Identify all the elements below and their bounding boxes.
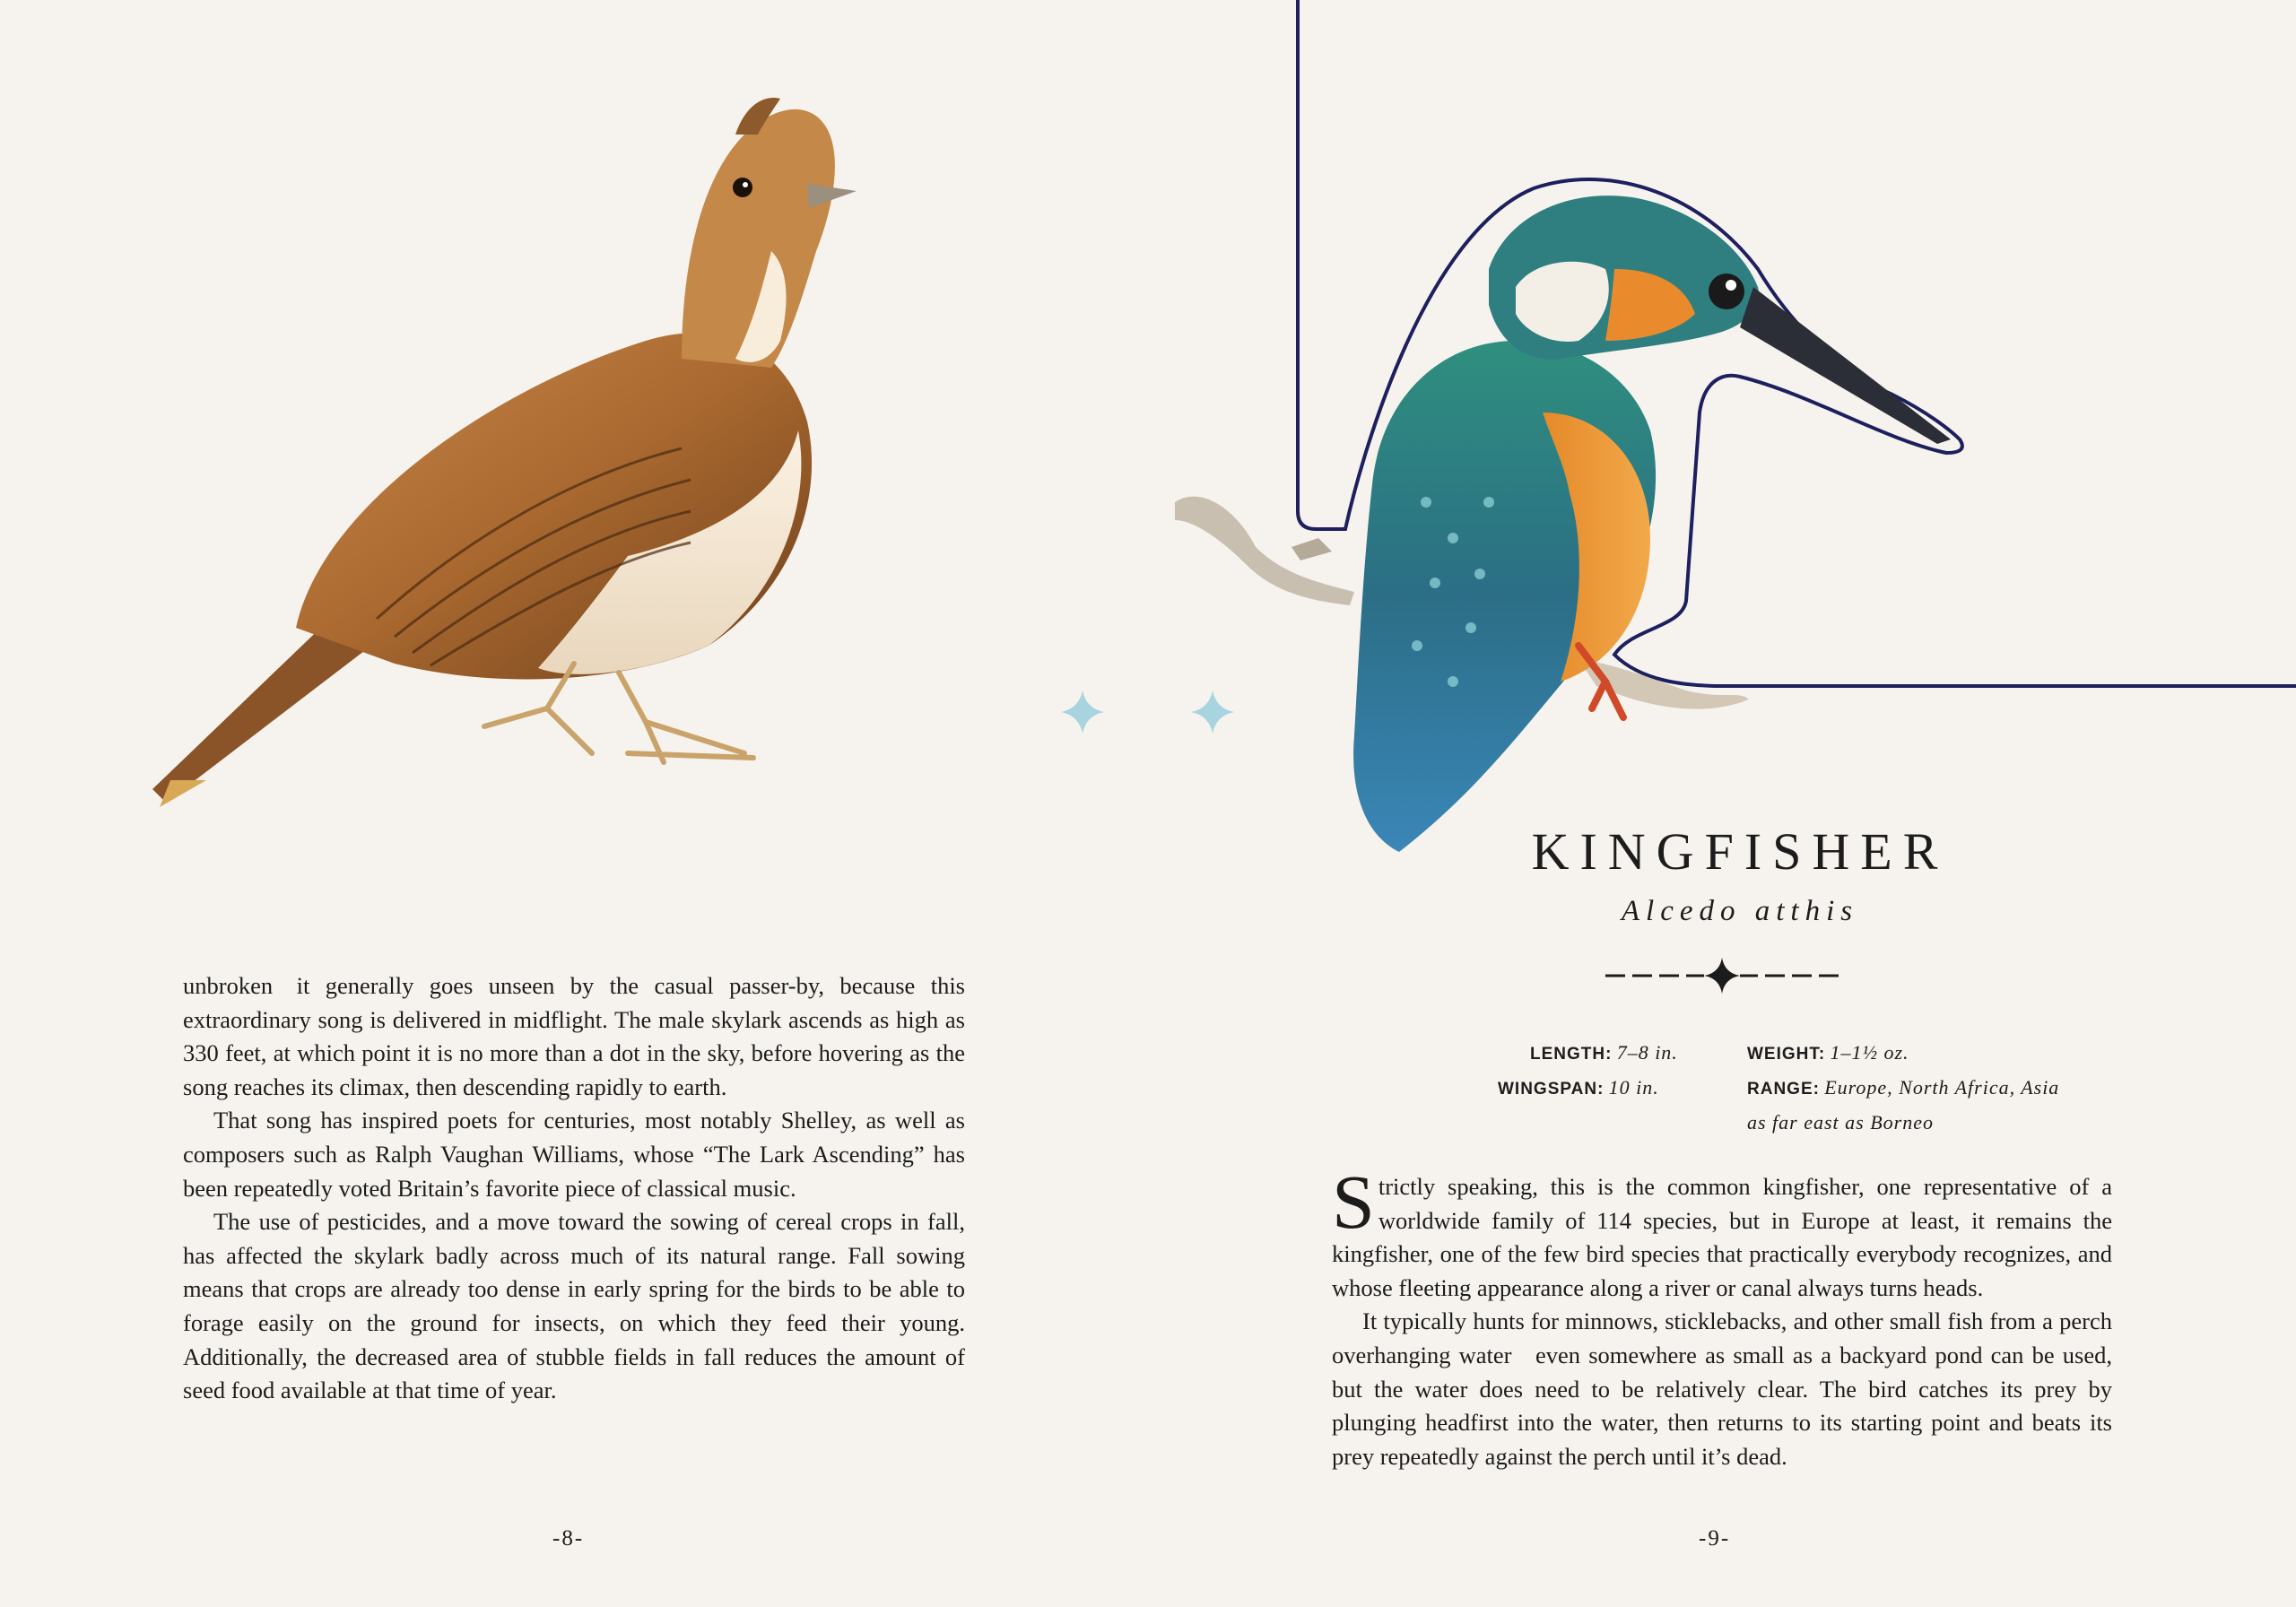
length-label: LENGTH: [1530,1045,1613,1064]
species-latin-name: Alcedo atthis [1621,895,1859,927]
wingspan-value: 10 in. [1608,1076,1659,1099]
range-value-continued: as far east as Borneo [1747,1111,1934,1134]
right-body-text [1332,1159,2112,1473]
wingspan-label: WINGSPAN: [1498,1080,1605,1099]
weight-label: WEIGHT: [1747,1045,1826,1064]
paragraph-text: trictly speaking, this is the common kingfisher, one representative of a worldwide family of 114 species, but in Europe at least, it remains the kingfisher, one of the few bird species that practically everybody recognizes, and whose fleeting appearance along a river or canal always turns heads. [1332,1173,2112,1301]
paragraph [1332,1159,2112,1305]
species-title: KINGFISHER [1531,822,1949,881]
paragraph: unbroken it generally goes unseen by the casual passer-by, because this extraordinary song is delivered in midflight. The male skylark ascends as high as 330 feet, at which point it is no more than a dot in the sky, before hovering as the song reaches its climax, then descending rapidly to earth. [183,972,965,1100]
paragraph: The use of pesticides, and a move toward the sowing of cereal crops in fall, has affected the skylark badly across much of its natural range. Fall sowing means that crops are already too dense in early spring for the birds to be able to forage easily on the ground for insects, on which they feed their young. Additionally, the decreased area of stubble fields in fall reduces the amount of seed food available at that time of year. [183,1208,965,1404]
drop-cap: S [1332,1159,1375,1245]
page-number: -8- [552,1526,585,1551]
page-number: -9- [1699,1526,1731,1551]
paragraph: That song has inspired poets for centuries, most notably Shelley, as well as composers such as Ralph Vaughan Williams, whose “The Lark Ascending” has been repeatedly voted Britain’s favorite piece of classical music. [183,1107,965,1202]
range-label: RANGE: [1747,1080,1820,1099]
paragraph: It typically hunts for minnows, sticklebacks, and other small fish from a perch overhanging water even somewhere as small as a backyard pond can be used, but the water does need to be relatively clear. The bird catches its prey by plunging headfirst into the water, then returns to its starting point and beats its prey repeatedly against the perch until it’s dead. [1332,1307,2112,1470]
weight-value: 1–1½ oz. [1830,1041,1909,1064]
range-value: Europe, North Africa, Asia [1824,1076,2060,1099]
length-value: 7–8 in. [1616,1041,1678,1064]
left-body-text [183,969,965,1408]
